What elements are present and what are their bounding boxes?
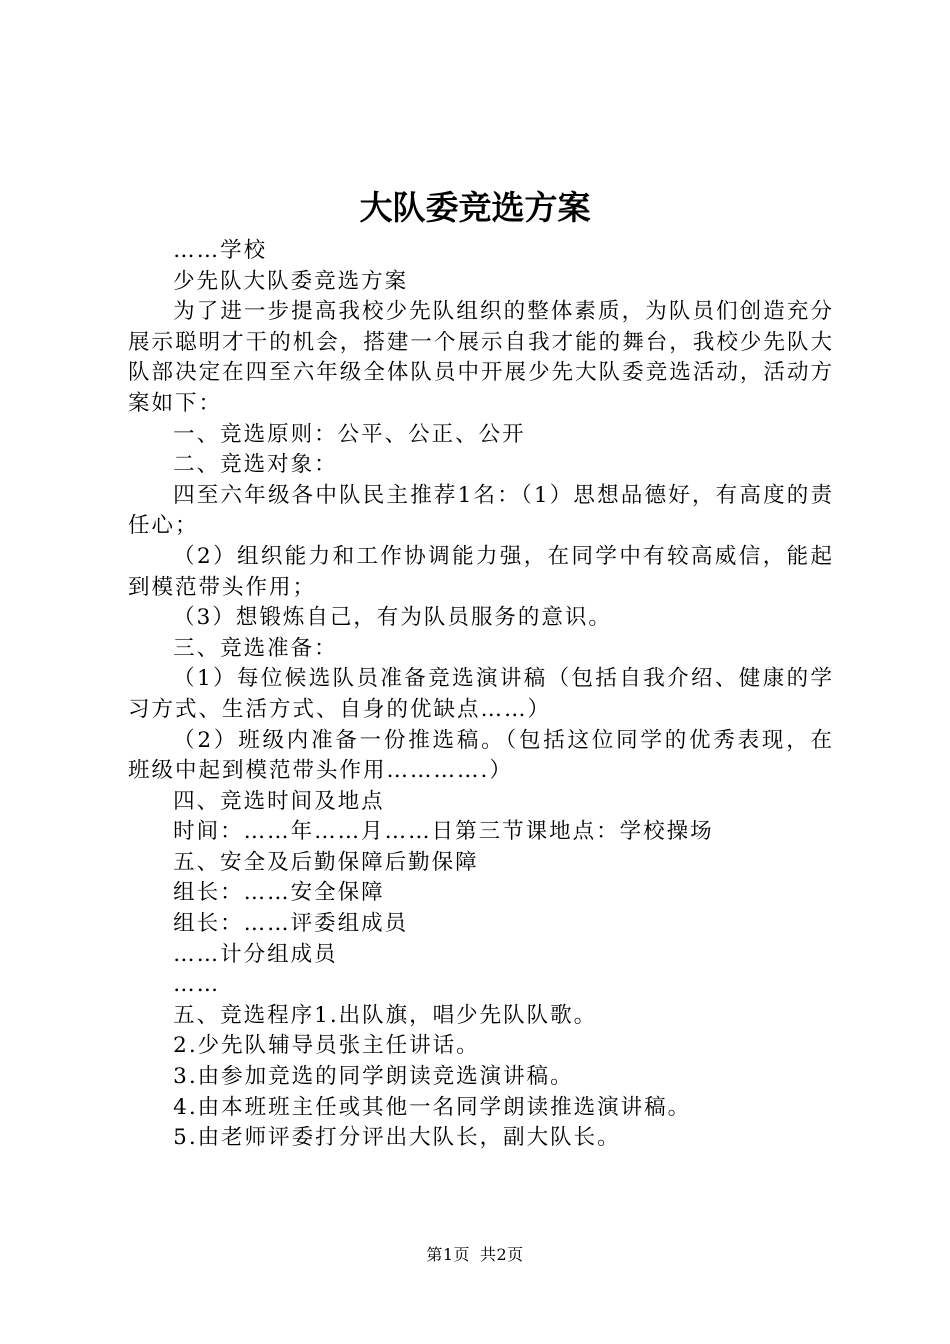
paragraph-leader-1: 组长：……安全保障 [173, 880, 385, 906]
paragraph-time-heading: 四、竞选时间及地点 [173, 788, 385, 814]
paragraph-target-heading: 二、竞选对象： [173, 452, 338, 478]
page-number-current: 第1页 [426, 1245, 470, 1264]
paragraph-scoring: ……计分组成员 [173, 941, 338, 967]
paragraph-prep-heading: 三、竞选准备： [173, 635, 338, 661]
paragraph-school: ……学校 [173, 238, 268, 263]
document-body [128, 236, 834, 1154]
paragraph-procedure-3: 3.由参加竞选的同学朗读竞选演讲稿。 [173, 1064, 574, 1090]
paragraph-time: 时间：……年……月……日第三节课地点：学校操场 [173, 819, 714, 845]
paragraph-target-1: 四至六年级各中队民主推荐1名：（1）思想品德好，有高度的责任心； [128, 482, 834, 539]
page-footer [0, 1244, 950, 1266]
paragraph-target-3: （3）想锻炼自己，有为队员服务的意识。 [173, 605, 612, 631]
paragraph-procedure-1: 五、竞选程序1.出队旗，唱少先队队歌。 [173, 1002, 598, 1028]
paragraph-prep-2: （2）班级内准备一份推选稿。（包括这位同学的优秀表现，在班级中起到模范带头作用………….） [128, 727, 834, 784]
page-number-total: 共2页 [480, 1245, 524, 1264]
document-title: 大队委竞选方案 [359, 188, 591, 227]
paragraph-procedure-2: 2.少先队辅导员张主任讲话。 [173, 1033, 480, 1059]
paragraph-safety-heading: 五、安全及后勤保障后勤保障 [173, 849, 479, 875]
paragraph-target-2: （2）组织能力和工作协调能力强，在同学中有较高威信，能起到模范带头作用； [128, 543, 834, 600]
paragraph-leader-2: 组长：……评委组成员 [173, 911, 409, 937]
paragraph-ellipsis: …… [173, 972, 221, 998]
paragraph-subtitle: 少先队大队委竞选方案 [173, 268, 409, 294]
paragraph-procedure-4: 4.由本班班主任或其他一名同学朗读推选演讲稿。 [173, 1094, 692, 1120]
paragraph-intro: 为了进一步提高我校少先队组织的整体素质，为队员们创造充分展示聪明才干的机会，搭建一个展示自我才能的舞台，我校少先队大队部决定在四至六年级全体队员中开展少先大队委竞选活动，活动方案如下： [128, 299, 834, 416]
paragraph-procedure-5: 5.由老师评委打分评出大队长，副大队长。 [173, 1125, 621, 1151]
paragraph-principle: 一、竞选原则：公平、公正、公开 [173, 421, 526, 447]
paragraph-prep-1: （1）每位候选队员准备竞选演讲稿（包括自我介绍、健康的学习方式、生活方式、自身的优缺点……） [128, 666, 834, 722]
